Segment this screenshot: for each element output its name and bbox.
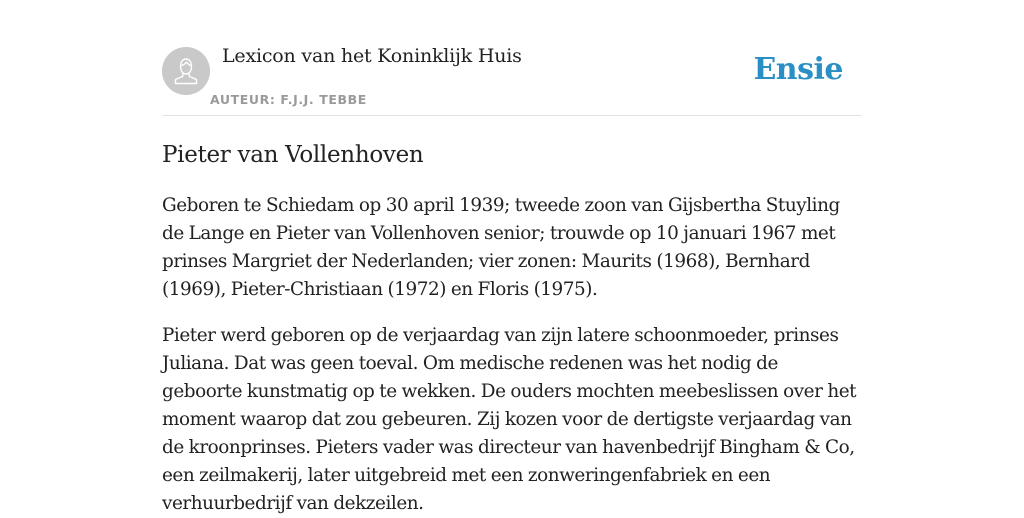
author-label: AUTEUR: F.J.J. TEBBE bbox=[210, 92, 367, 107]
article-paragraph: Pieter werd geboren op de verjaardag van zijn latere schoonmoeder, prinses Juliana. Dat was geen toeval. Om medische redenen was het nodig de geboorte kunstmatig op te wekken. De ouders mochten meebeslissen over het moment waarop dat zou gebeuren. Zij kozen voor de dertigste verjaardag van de kroonprinses. Pieters vader was directeur van havenbedrijf Bingham & Co, een zeilmakerij, later uitgebreid met een zonweringenfabriek en een verhuurbedrijf van dekzeilen. bbox=[162, 325, 857, 514]
user-avatar-icon[interactable] bbox=[162, 47, 210, 95]
article-title: Pieter van Vollenhoven bbox=[162, 142, 424, 168]
ensie-logo[interactable]: Ensie bbox=[753, 52, 843, 87]
page-header bbox=[162, 0, 862, 116]
page-container bbox=[162, 0, 862, 518]
book-title-link[interactable]: Lexicon van het Koninklijk Huis bbox=[222, 45, 522, 67]
article-paragraph: Geboren te Schiedam op 30 april 1939; tweede zoon van Gijsbertha Stuyling de Lange en Pieter van Vollenhoven senior; trouwde op 10 januari 1967 met prinses Margriet der Nederlanden; vier zonen: Maurits (1968), Bernhard (1969), Pieter-Christiaan (1972) en Floris (1975). bbox=[162, 195, 840, 300]
